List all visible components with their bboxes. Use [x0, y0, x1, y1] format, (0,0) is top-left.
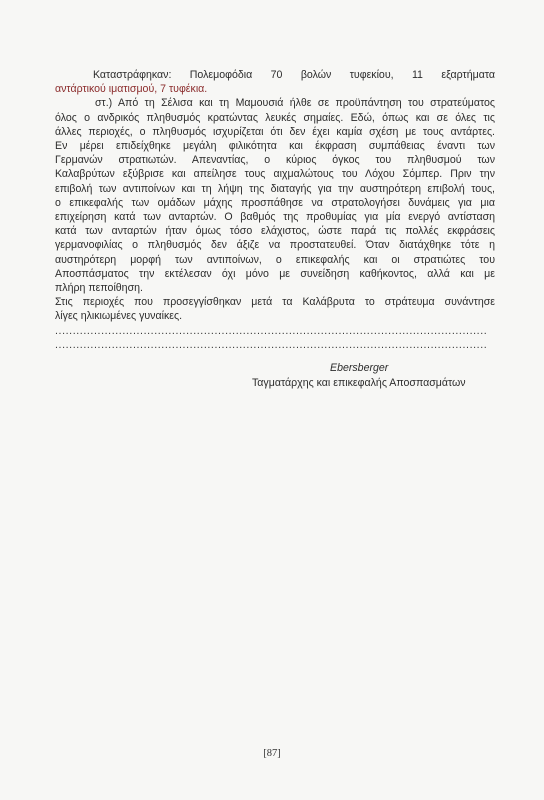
text-line: Καταστράφηκαν: Πολεμοφόδια 70 βολών τυφεκίου, 11 εξαρτήματα	[93, 69, 495, 81]
text-line: ο επικεφαλής των ομάδων μάχης προσπάθησε να στρατολογήσει δυνάμεις για μια	[55, 196, 495, 209]
page-number: [87]	[263, 748, 281, 759]
text-line: λίγες ηλικιωμένες γυναίκες.	[55, 310, 183, 323]
dotted-line: ..........................................................................................................................	[55, 324, 488, 337]
text-line: Αποσπάσματος την εκτέλεσαν όχι μόνο με συνείδηση καθήκοντος, αλλά και με	[55, 267, 495, 280]
text-line: στ.) Από τη Σέλισα και τη Μαμουσιά ήλθε σε προϋπάντηση του στρατεύματος	[95, 97, 495, 110]
text-line: αυστηρότερη μορφή των αντιποίνων, ο επικεφαλής και οι στρατιώτες του	[55, 253, 495, 266]
text-line: επιχείρηση κατά των ανταρτών. Ο βαθμός της προθυμίας για μία ενεργό αντίσταση	[55, 211, 495, 224]
text-line: κατά των ανταρτών ήταν όμως τόσο ελάχιστος, ώστε παρά τις πολλές εκφράσεις	[55, 225, 495, 238]
text-line: όλος ο ανδρικός πληθυσμός κρατώντας λευκές σημαίες. Εδώ, όπως και σε όλες τις	[55, 111, 495, 124]
text-line: άλλες περιοχές, ο πληθυσμός ισχυρίζεται ότι δεν έχει καμία σχέση με τους αντάρτες.	[55, 125, 495, 138]
signature-block	[252, 361, 512, 390]
dotted-line: ..........................................................................................................................	[55, 338, 488, 351]
text-line: γερμανοφιλίας ο πληθυσμός δεν άξιζε να προστατευθεί. Όταν διατάχθηκε τότε η	[55, 239, 495, 252]
signature-title: Ταγματάρχης και επικεφαλής Αποσπασμάτων	[252, 376, 466, 389]
text-line: πλήρη πεποίθηση.	[55, 282, 143, 295]
text-line: επιβολή των αντιποίνων και τη λήψη της διαταγής για την αυστηρότερη επιβολή τους,	[55, 182, 495, 195]
text-line: Εν μέρει επιδείχθηκε μεγάλη φιλικότητα και έκφραση συμπάθειας έναντι των	[55, 140, 495, 153]
text-line: Καλαβρύτων εξύβρισε και απείλησε τους αιχμαλώτους του Λόχου Σόμπερ. Πριν την	[55, 168, 495, 181]
text-line: Στις περιοχές που προσεγγίσθηκαν μετά τα Καλάβρυτα το στράτευμα συνάντησε	[55, 296, 495, 309]
body-text	[55, 68, 495, 352]
text-line: αντάρτικού ιματισμού, 7 τυφέκια.	[55, 83, 208, 96]
text-line: Γερμανών στρατιωτών. Απεναντίας, ο κύριος όγκος του πληθυσμού των	[55, 154, 495, 167]
signature-name: Ebersberger	[330, 362, 389, 374]
